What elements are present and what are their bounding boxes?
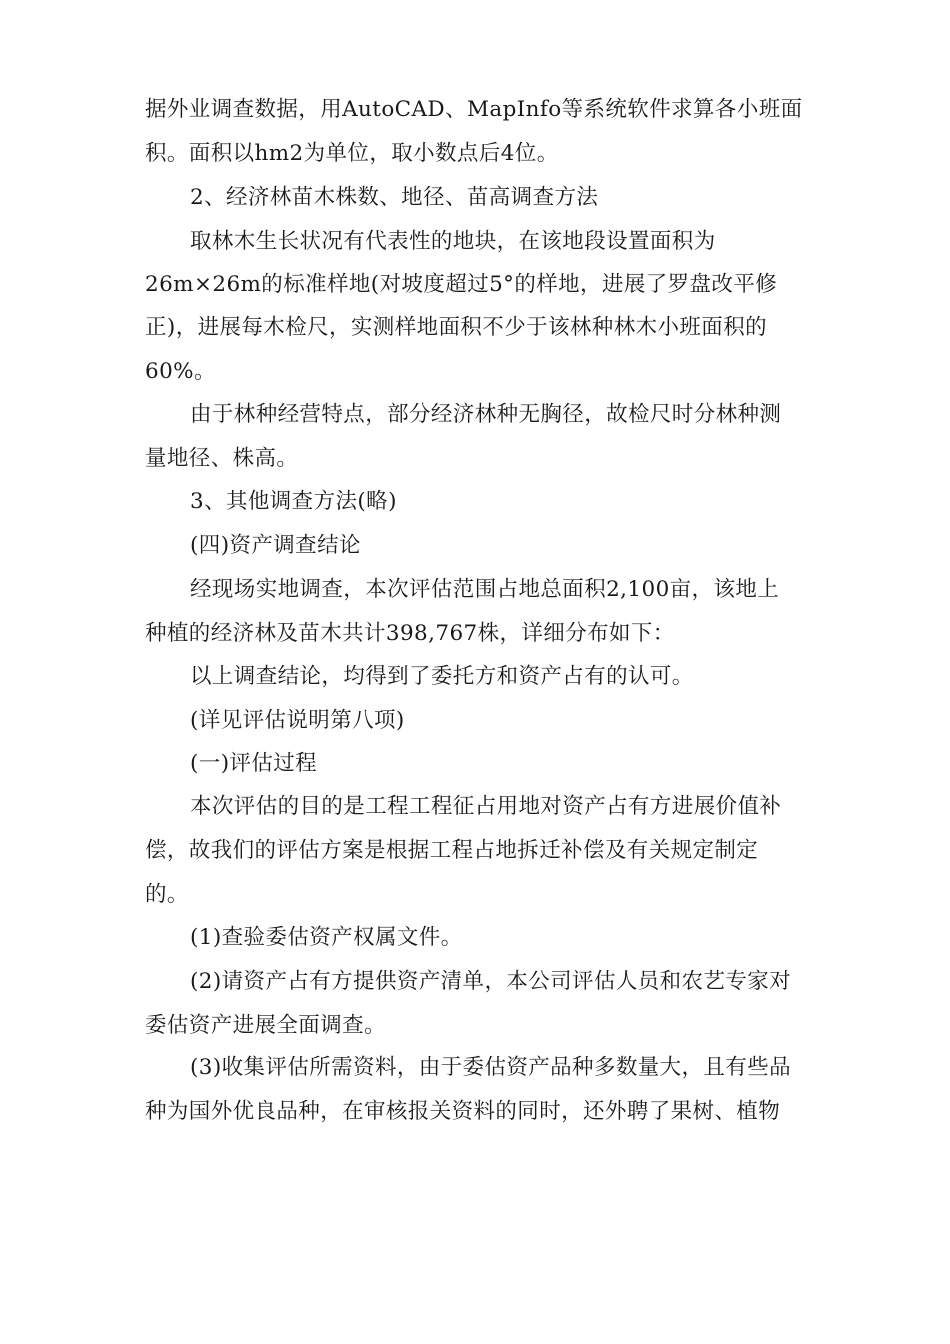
text-line: 委估资产进展全面调查。: [145, 1013, 386, 1038]
text-line: 的。: [145, 882, 189, 907]
section-heading: (一)评估过程: [190, 751, 318, 776]
text-line: 正)，进展每木检尺，实测样地面积不少于该林种林木小班面积的: [145, 315, 767, 340]
text-line: 据外业调查数据，用AutoCAD、MapInfo等系统软件求算各小班面: [145, 97, 803, 122]
text-line: 种植的经济林及苗木共计398,767株，详细分布如下：: [145, 621, 675, 646]
text-line: (详见评估说明第八项): [190, 708, 405, 733]
text-line: 由于林种经营特点，部分经济林种无胸径，故检尺时分林种测: [190, 402, 782, 427]
list-item: (1)查验委估资产权属文件。: [190, 925, 463, 950]
text-line: 种为国外优良品种，在审核报关资料的同时，还外聘了果树、植物: [145, 1099, 781, 1124]
text-line: 以上调查结论，均得到了委托方和资产占有的认可。: [190, 664, 694, 689]
text-line: 本次评估的目的是工程工程征占用地对资产占有方进展价值补: [190, 794, 782, 819]
section-heading: (四)资产调查结论: [190, 533, 361, 558]
list-item: (3)收集评估所需资料，由于委估资产品种多数量大，且有些品: [190, 1055, 792, 1080]
text-line: 60%。: [145, 359, 216, 384]
section-heading: 3、其他调查方法(略): [190, 489, 397, 514]
section-heading: 2、经济林苗木株数、地径、苗高调查方法: [190, 185, 599, 210]
text-line: 经现场实地调查，本次评估范围占地总面积2,100亩，该地上: [190, 577, 780, 602]
list-item: (2)请资产占有方提供资产清单，本公司评估人员和农艺专家对: [190, 969, 792, 994]
text-line: 积。面积以hm2为单位，取小数点后4位。: [145, 141, 559, 166]
text-line: 26m×26m的标准样地(对坡度超过5°的样地，进展了罗盘改平修: [145, 272, 778, 297]
text-line: 偿，故我们的评估方案是根据工程占地拆迁补偿及有关规定制定: [145, 838, 759, 863]
text-line: 取林木生长状况有代表性的地块，在该地段设置面积为: [190, 229, 716, 254]
text-line: 量地径、株高。: [145, 446, 299, 471]
